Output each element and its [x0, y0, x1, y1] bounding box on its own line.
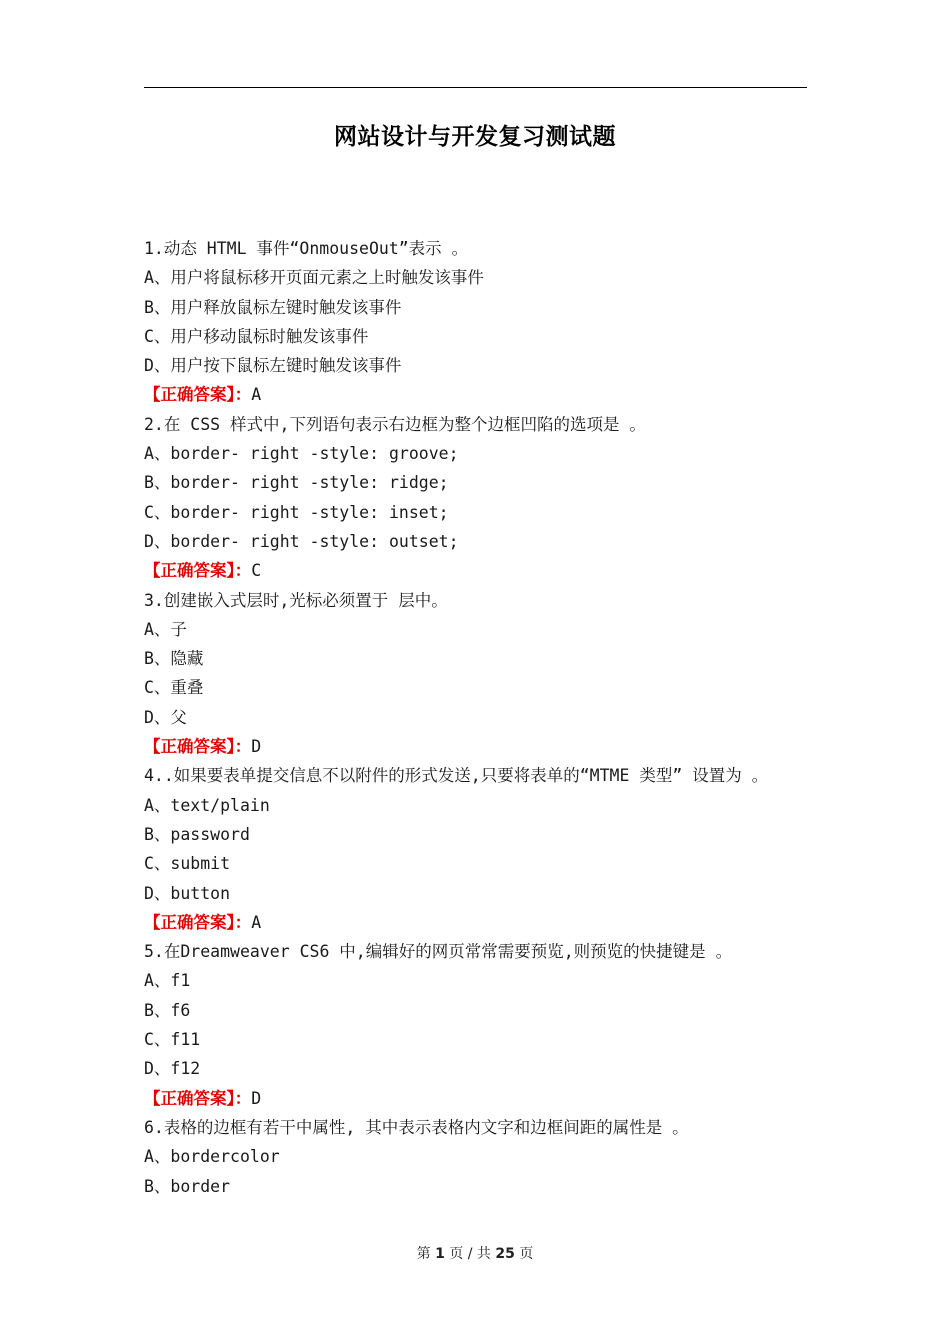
answer-value: A [251, 385, 262, 405]
option: C、submit [144, 854, 231, 874]
option: D、f12 [144, 1059, 201, 1079]
option: B、border- right -style: ridge; [144, 473, 449, 493]
question-stem: 1.动态 HTML 事件“OnmouseOut”表示 。 [144, 239, 469, 258]
total-page-count: 25 [495, 1246, 515, 1262]
answer-line [144, 908, 809, 937]
document-title: 网站设计与开发复习测试题 [334, 123, 616, 150]
option: A、text/plain [144, 795, 270, 815]
option: D、border- right -style: outset; [144, 531, 459, 551]
option: B、隐藏 [144, 649, 204, 669]
header-rule [144, 87, 807, 88]
answer-value: A [251, 912, 262, 932]
option: C、border- right -style: inset; [144, 502, 449, 522]
question-stem: 5.在Dreamweaver CS6 中,编辑好的网页常常需要预览,则预览的快捷键是 。 [144, 942, 733, 962]
question-list [144, 234, 809, 1201]
answer-line [144, 556, 809, 585]
footer-suffix: 页 [519, 1246, 534, 1262]
answer-line [144, 732, 809, 761]
question-stem: 4..如果要表单提交信息不以附件的形式发送,只要将表单的“MTME 类型” 设置为 。 [144, 766, 769, 786]
question-stem: 2.在 CSS 样式中,下列语句表示右边框为整个边框凹陷的选项是 。 [144, 414, 646, 434]
question-stem: 6.表格的边框有若干中属性, 其中表示表格内文字和边框间距的属性是 。 [144, 1117, 689, 1137]
option: C、重叠 [144, 678, 204, 698]
answer-value: C [251, 561, 262, 581]
answer-label: 【正确答案】： [144, 385, 252, 405]
answer-line [144, 380, 809, 409]
answer-label: 【正确答案】： [144, 912, 252, 932]
answer-label: 【正确答案】： [144, 737, 252, 757]
footer-prefix: 第 [416, 1246, 431, 1262]
answer-line [144, 1084, 809, 1113]
answer-label: 【正确答案】： [144, 561, 252, 581]
option: A、子 [144, 619, 187, 639]
question-stem: 3.创建嵌入式层时,光标必须置于 层中。 [144, 590, 448, 610]
option: A、用户将鼠标移开页面元素之上时触发该事件 [144, 268, 484, 288]
option: B、用户释放鼠标左键时触发该事件 [144, 297, 402, 317]
answer-label: 【正确答案】： [144, 1088, 252, 1108]
page-footer [0, 1243, 950, 1263]
option: A、bordercolor [144, 1147, 280, 1167]
option: B、password [144, 824, 250, 844]
option: A、f1 [144, 971, 191, 991]
answer-value: D [251, 1088, 262, 1108]
option: D、父 [144, 707, 187, 727]
option: C、用户移动鼠标时触发该事件 [144, 326, 369, 346]
option: B、f6 [144, 1000, 191, 1020]
option: D、用户按下鼠标左键时触发该事件 [144, 356, 402, 376]
answer-value: D [251, 737, 262, 757]
footer-middle: 页 / 共 [449, 1246, 491, 1262]
option: A、border- right -style: groove; [144, 444, 459, 464]
option: B、border [144, 1176, 231, 1196]
current-page-number: 1 [435, 1246, 445, 1262]
option: C、f11 [144, 1030, 201, 1050]
option: D、button [144, 883, 231, 903]
